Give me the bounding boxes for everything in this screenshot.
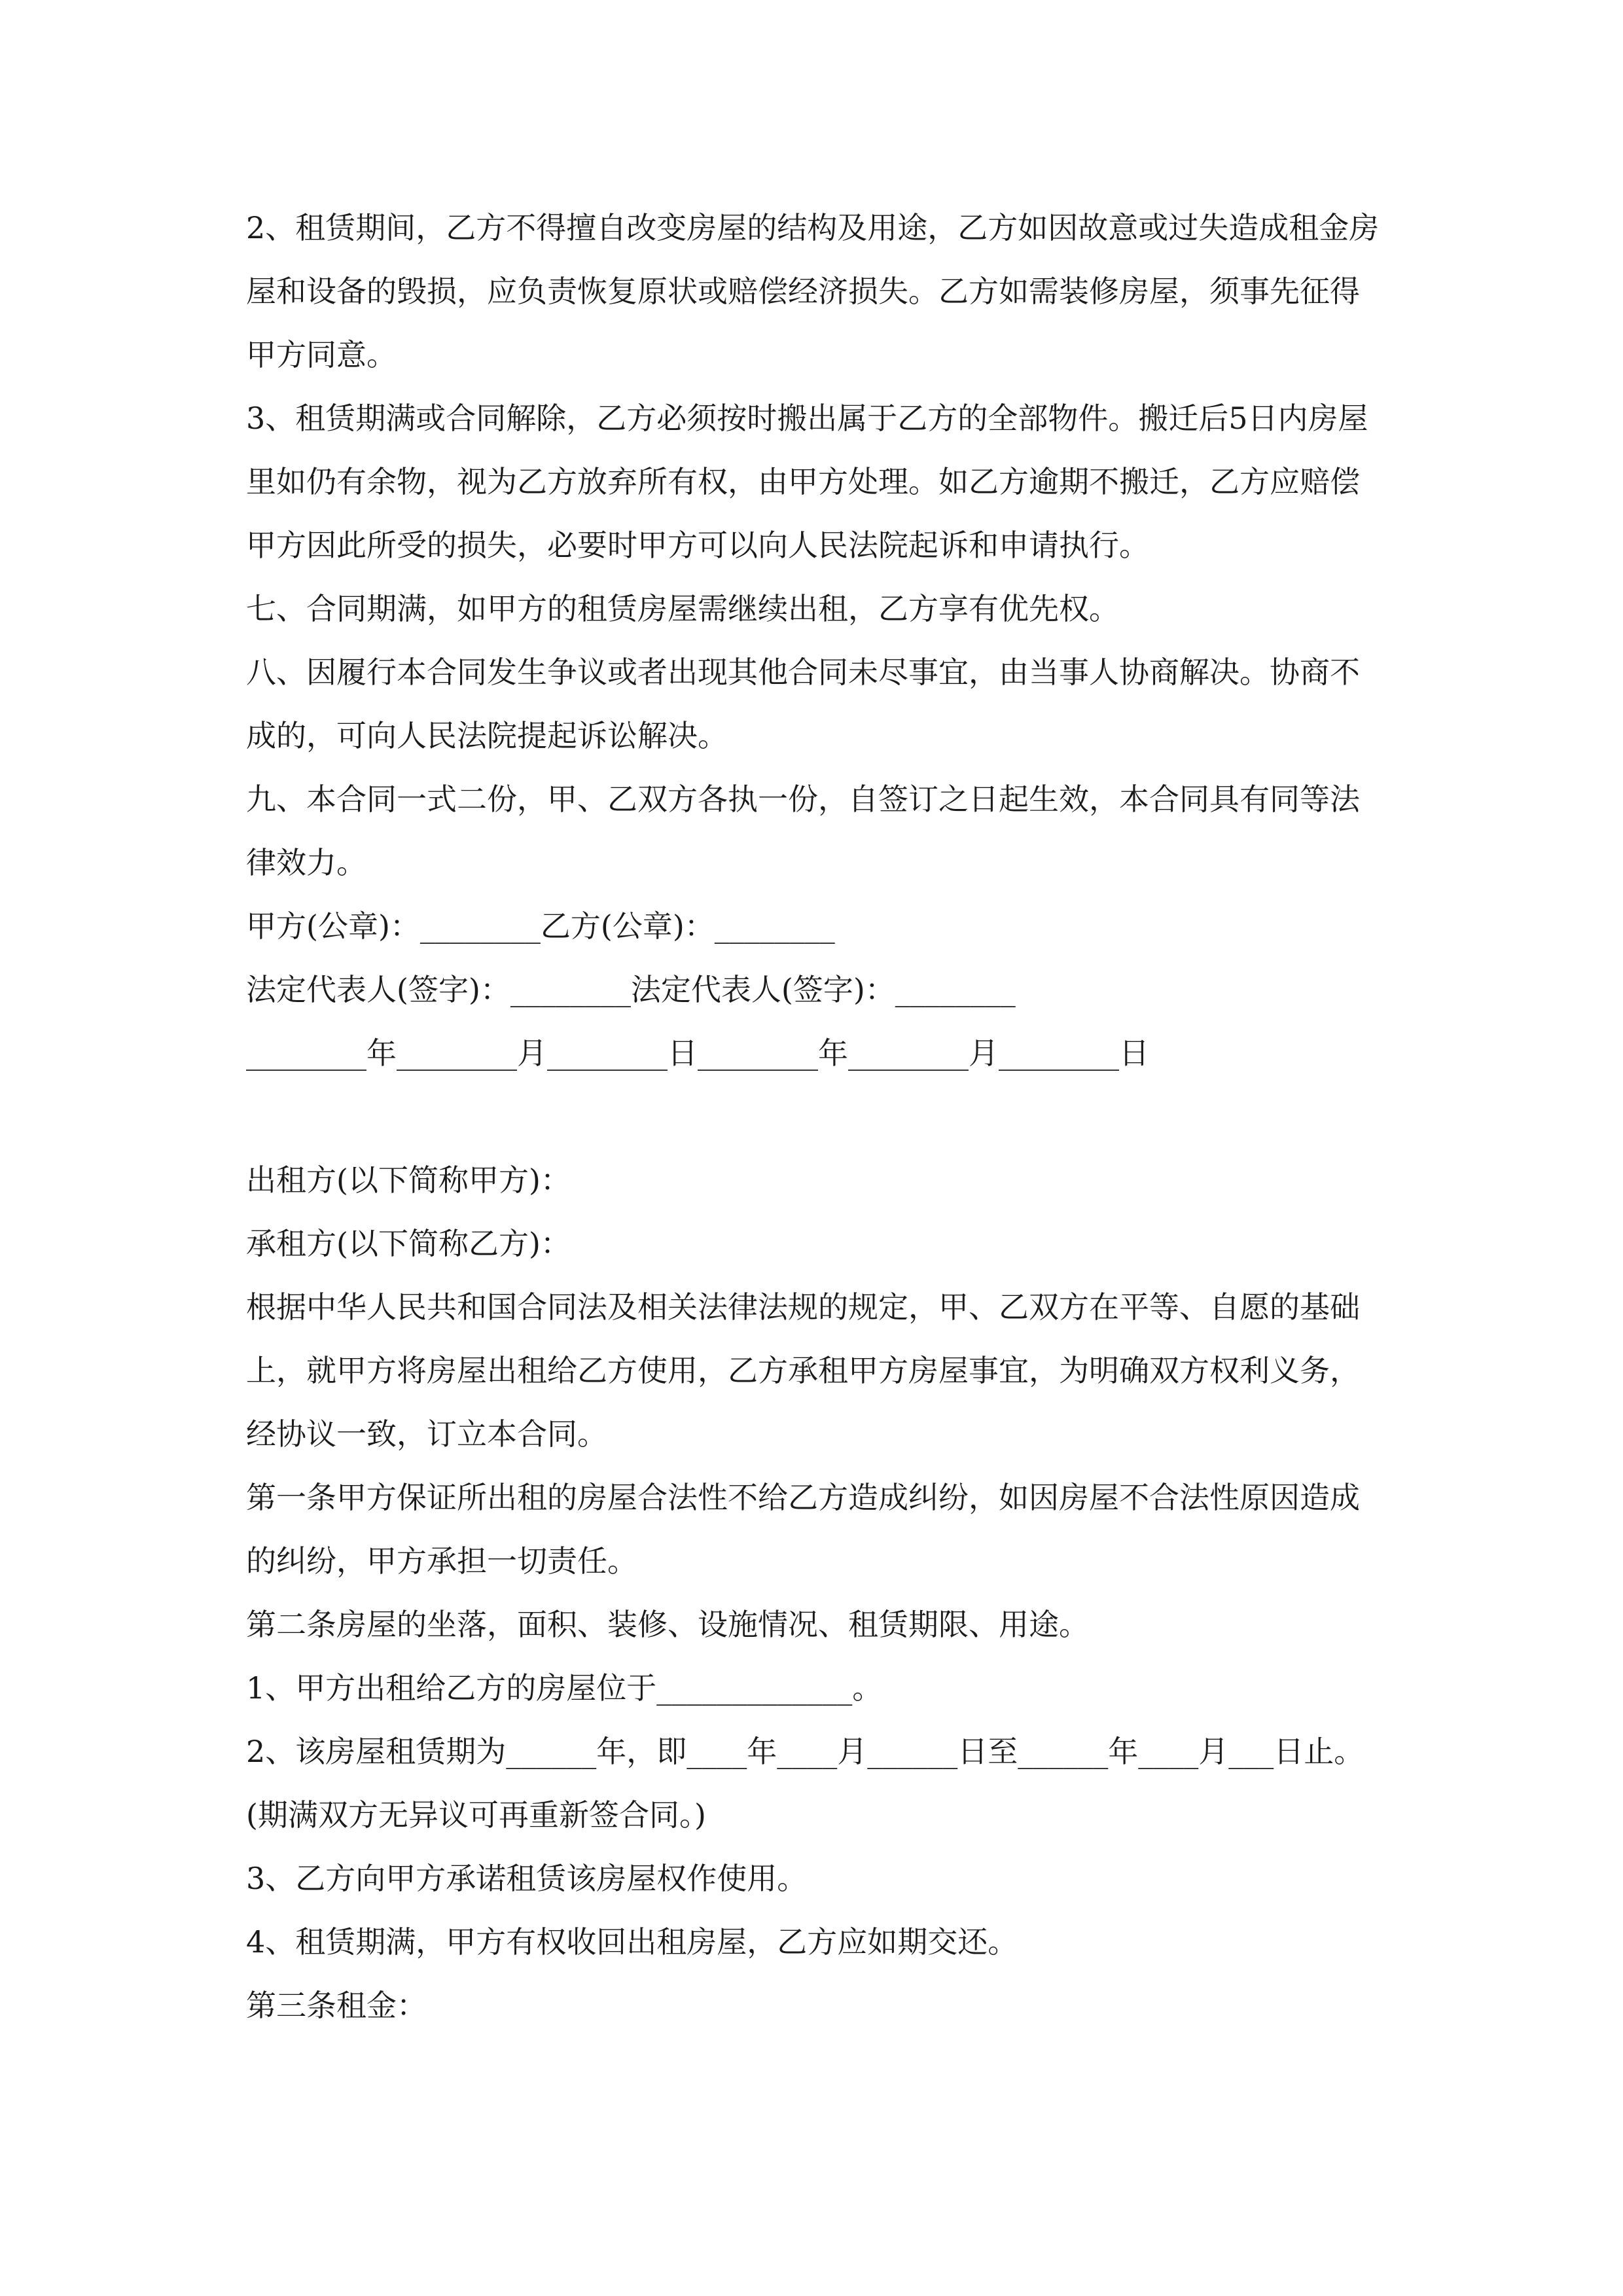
section-spacer xyxy=(246,1085,1385,1149)
party-seal-line: 甲方(公章)：________乙方(公章)：________ xyxy=(246,908,835,944)
contract-body xyxy=(246,196,1385,2037)
clause-7-priority: 七、合同期满，如甲方的租赁房屋需继续出租，乙方享有优先权。 xyxy=(246,591,1119,626)
clause-9-copies: 九、本合同一式二份，甲、乙双方各执一份，自签订之日起生效，本合同具有同等法律效力。 xyxy=(246,781,1360,880)
lessor-line: 出租方(以下简称甲方)： xyxy=(246,1162,571,1198)
lessee-line: 承租方(以下简称乙方)： xyxy=(246,1226,571,1261)
article-1: 第一条甲方保证所出租的房屋合法性不给乙方造成纠纷，如因房屋不合法性原因造成的纠纷，甲方承担一切责任。 xyxy=(246,1480,1360,1579)
article-2-item-3: 3、乙方向甲方承诺租赁该房屋权作使用。 xyxy=(246,1861,808,1896)
article-2-item-2: 2、该房屋租赁期为______年，即____年____月______日至______年____月___日止。(期满双方无异议可再重新签合同。) xyxy=(246,1734,1364,1833)
clause-3-move-out: 3、租赁期满或合同解除，乙方必须按时搬出属于乙方的全部物件。搬迁后5日内房屋里如仍有余物，视为乙方放弃所有权，由甲方处理。如乙方逾期不搬迁，乙方应赔偿甲方因此所受的损失，必要时甲方可以向人民法院起诉和申请执行。 xyxy=(246,401,1368,563)
article-2-heading: 第二条房屋的坐落，面积、装修、设施情况、租赁期限、用途。 xyxy=(246,1607,1089,1642)
article-3-heading: 第三条租金： xyxy=(246,1988,427,2023)
article-2-item-1: 1、甲方出租给乙方的房屋位于_____________。 xyxy=(246,1670,883,1706)
article-2-item-4: 4、租赁期满，甲方有权收回出租房屋，乙方应如期交还。 xyxy=(246,1924,1018,1960)
representative-signature-line: 法定代表人(签字)：________法定代表人(签字)：________ xyxy=(246,972,1016,1007)
clause-2-alteration: 2、租赁期间，乙方不得擅自改变房屋的结构及用途，乙方如因故意或过失造成租金房屋和设备的毁损，应负责恢复原状或赔偿经济损失。乙方如需装修房屋，须事先征得甲方同意。 xyxy=(246,210,1380,372)
signing-date-line: ________年________月________日________年________月________日 xyxy=(246,1035,1149,1071)
preamble: 根据中华人民共和国合同法及相关法律法规的规定，甲、乙双方在平等、自愿的基础上，就甲方将房屋出租给乙方使用，乙方承租甲方房屋事宜，为明确双方权利义务，经协议一致，订立本合同。 xyxy=(246,1289,1360,1452)
clause-8-disputes: 八、因履行本合同发生争议或者出现其他合同未尽事宜，由当事人协商解决。协商不成的，可向人民法院提起诉讼解决。 xyxy=(246,655,1360,753)
